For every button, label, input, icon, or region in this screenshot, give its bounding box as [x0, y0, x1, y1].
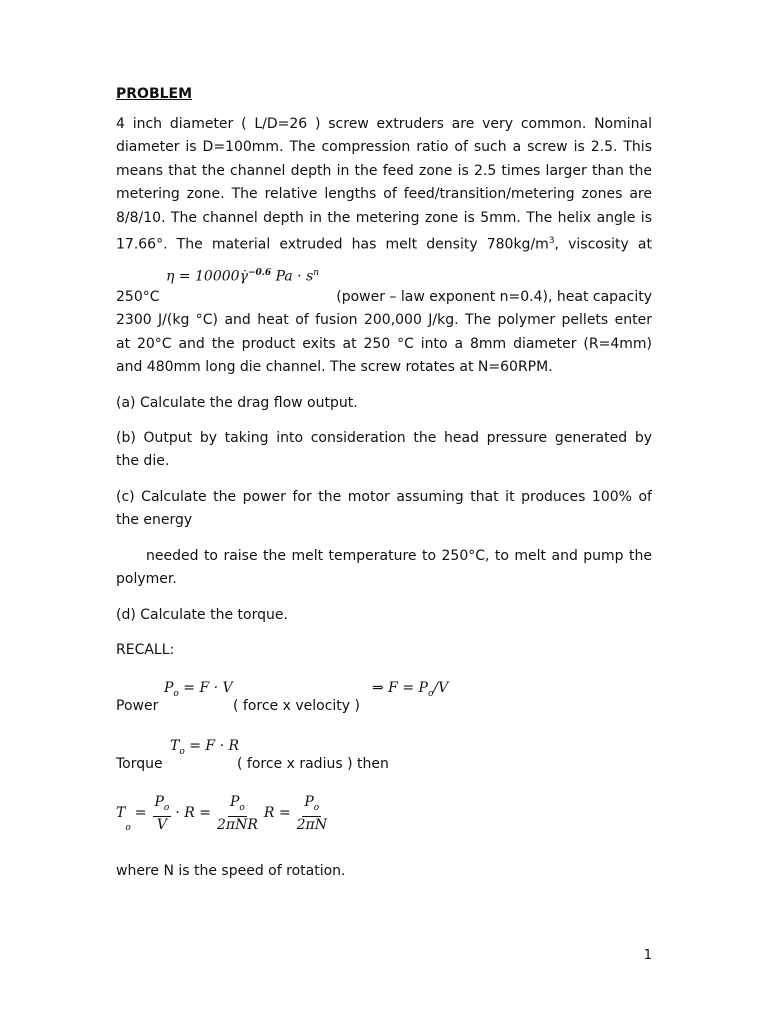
torque-eq-lhs: T [116, 805, 126, 822]
intro-line-c: means that the channel depth in the feed zone is 2.5 times larger than the [116, 162, 652, 179]
frac-3-num-sub: o [313, 802, 320, 813]
power-lhs-sub: o [173, 688, 179, 699]
power-desc: ( force x velocity ) [233, 698, 360, 714]
question-c-cont [116, 545, 652, 592]
density-line-sup: 3 [548, 236, 555, 247]
question-a [116, 392, 652, 415]
question-d-text: (d) Calculate the torque. [116, 607, 288, 623]
viscosity-exp: −0.6 [247, 268, 272, 278]
power-rhs: = F · V [183, 680, 233, 696]
recall-text: RECALL: [116, 642, 175, 658]
frac-1-den: V [156, 816, 167, 833]
closing-text: where N is the speed of rotation. [116, 863, 346, 879]
power-lhs: P [164, 680, 174, 696]
power-implies-formula [372, 680, 448, 699]
frac-1-num: P [154, 794, 164, 810]
viscosity-formula [166, 268, 319, 285]
power-implies: ⇒ F = P [372, 680, 428, 696]
frac-2-num-sub: o [239, 802, 245, 813]
closing-paragraph [116, 860, 652, 883]
power-label: Power [116, 698, 159, 714]
question-b-line-2: the die. [116, 453, 170, 470]
outro-line-1: 2300 J/(kg °C) and heat of fusion 200,000 J/kg. The polymer pellets enter [116, 312, 652, 329]
temp-paragraph [116, 286, 652, 380]
torque-label-row [116, 756, 389, 772]
question-c-line-2: the energy [116, 512, 193, 529]
torque-rhs: = F · R [189, 738, 240, 754]
torque-frac-2 [215, 794, 260, 833]
density-line [116, 230, 652, 257]
temp-line [116, 286, 652, 309]
power-implies-sub: o [427, 688, 434, 699]
intro-line-a: 4 inch diameter ( L/D=26 ) screw extruders are very common. Nominal [116, 116, 652, 132]
viscosity-unit-exp: n [313, 268, 320, 278]
viscosity-unit: Pa · s [275, 268, 314, 285]
problem-heading: PROBLEM [116, 86, 193, 102]
question-b-line-1: (b) Output by taking into consideration the head pressure generated by [116, 430, 652, 446]
outro-line-2: at 20°C and the product exits at 250 °C into a 8mm diameter (R=4mm) [116, 335, 652, 352]
question-c [116, 486, 652, 533]
torque-frac-3 [295, 794, 329, 833]
torque-desc: ( force x radius ) then [237, 756, 389, 772]
density-line-suffix: , viscosity at [554, 236, 653, 253]
intro-line-e: 8/8/10. The channel depth in the metering zone is 5mm. The helix angle is [116, 209, 652, 226]
temp-line-left: 250°C [116, 289, 160, 305]
viscosity-gamma: γ̇ [239, 268, 248, 285]
frac-3-den: 2πN [296, 816, 327, 833]
question-c-line-1: (c) Calculate the power for the motor assuming that it produces 100% of [116, 489, 652, 505]
intro-line-d: metering zone. The relative lengths of feed/transition/metering zones are [116, 186, 652, 203]
frac-2-num: P [230, 794, 240, 810]
torque-eq-lhs-sub: o [125, 822, 131, 833]
torque-equation: T o = $\frac{P_o}{V}$ · R = $\frac{P_o}{\text{2πNR}}$ R = $\frac{P_o}{2\pi N}$ [116, 794, 327, 833]
question-b [116, 427, 652, 474]
outro-line-last: and 480mm long die channel. The screw rotates at N=60RPM. [116, 359, 553, 376]
frac-3-num: P [304, 794, 314, 810]
viscosity-lhs: η = 10000 [166, 268, 240, 285]
power-label-row [116, 698, 360, 714]
page-number: 1 [643, 948, 652, 963]
power-implies-rest: /V [433, 680, 449, 696]
temp-line-right: (power – law exponent n=0.4), heat capacity [336, 289, 652, 305]
frac-2-den: 2πNR [216, 816, 258, 833]
power-formula [164, 680, 233, 699]
torque-label: Torque [116, 756, 163, 772]
frac-1-num-sub: o [163, 802, 170, 813]
question-c-line-3: needed to raise the melt temperature to 250°C, to melt and pump the [146, 548, 652, 564]
question-d [116, 604, 652, 627]
torque-frac-1 [153, 794, 172, 833]
torque-eq-mid-2: R = [263, 805, 291, 822]
question-c-line-4: polymer. [116, 571, 177, 588]
density-line-prefix: 17.66°. The material extruded has melt density 780kg/m [116, 236, 549, 253]
question-a-text: (a) Calculate the drag flow output. [116, 395, 358, 411]
torque-formula [170, 738, 239, 757]
torque-eq-mid-1: · R = [175, 805, 211, 822]
torque-lhs-sub: o [179, 746, 185, 757]
intro-line-b: diameter is D=100mm. The compression ratio of such a screw is 2.5. This [116, 139, 652, 156]
torque-lhs: T [170, 738, 180, 754]
recall-label [116, 639, 652, 662]
intro-lines [116, 113, 652, 257]
